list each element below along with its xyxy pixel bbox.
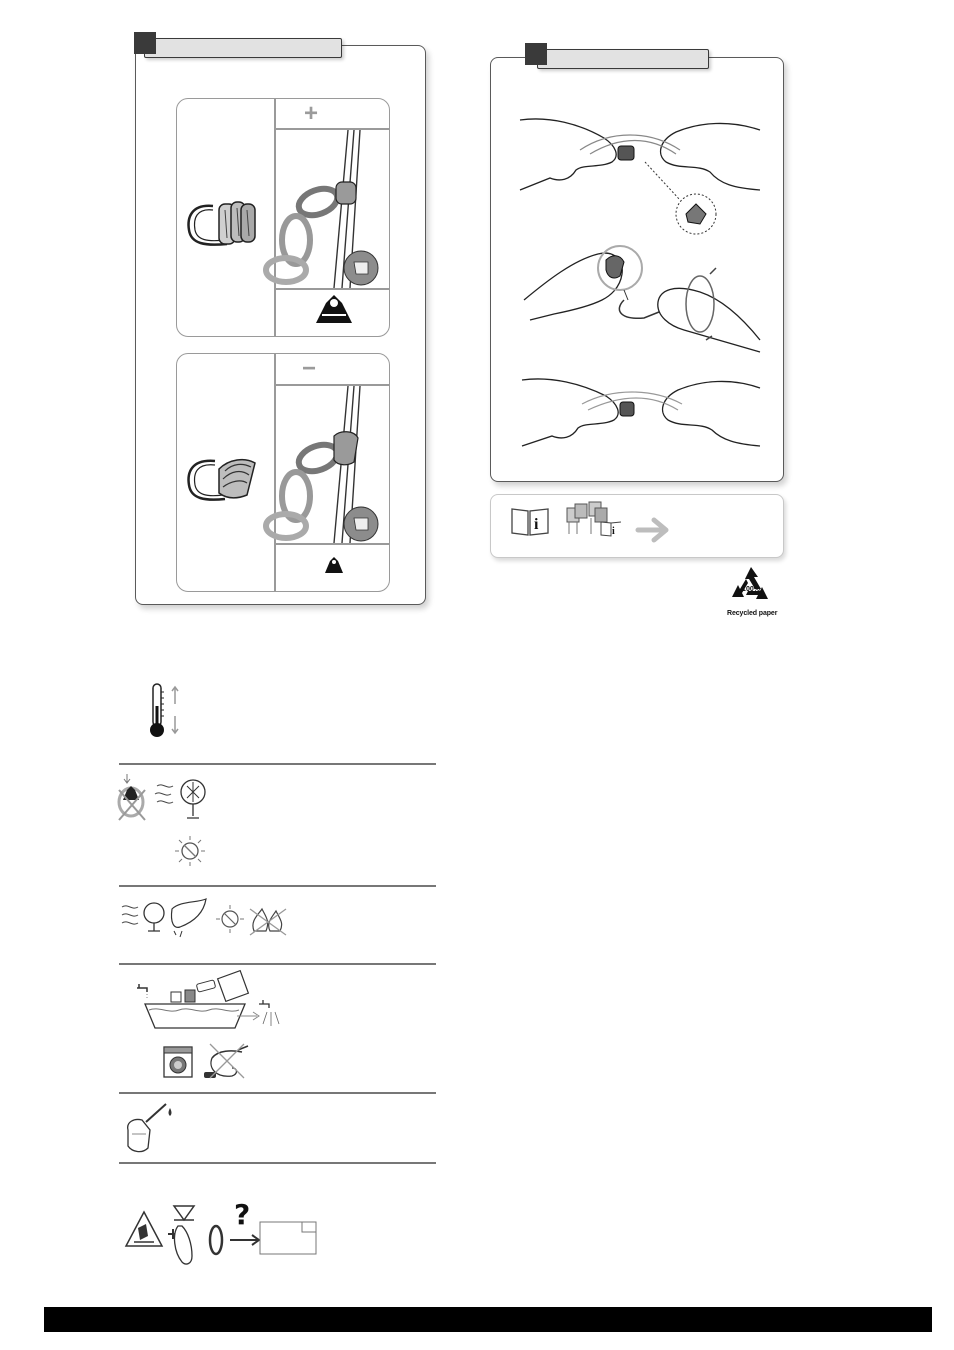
no-pressure-washer-icon (202, 1038, 252, 1088)
arrow-right-icon (636, 516, 672, 544)
care-divider-3 (119, 963, 436, 965)
care-divider-2 (119, 885, 436, 887)
slider-closed-illustration (185, 455, 265, 505)
washing-machine-icon (162, 1045, 194, 1079)
product-range-info-icon (565, 500, 623, 538)
recycle-caption: Recycled paper (727, 610, 778, 617)
decrease-symbol: − (302, 355, 317, 382)
rope-chain-illustration-upper (276, 130, 389, 288)
care-divider-1 (119, 763, 436, 765)
recycle-icon (728, 565, 774, 607)
thermometer-icon (147, 682, 183, 740)
manual-book-icon (510, 505, 550, 537)
no-sun-icon (172, 834, 208, 868)
recycle-percent: 100% (742, 586, 760, 593)
care-divider-5 (119, 1162, 436, 1164)
hands-installation-step-1 (520, 110, 760, 230)
increase-symbol: + (304, 100, 319, 127)
hands-installation-step-2 (524, 240, 760, 360)
adjustment-panel-tab-square (134, 32, 156, 54)
product-range-info-letter: i (612, 526, 615, 537)
installation-panel-title-bar (537, 49, 709, 69)
adjustment-panel-title-bar (144, 38, 342, 58)
rope-chain-illustration-lower (276, 386, 389, 543)
small-weight-icon (323, 556, 345, 576)
hands-installation-step-3 (522, 370, 760, 470)
cleaning-icons (125, 970, 285, 1035)
chemical-warning-icons (126, 1200, 326, 1270)
large-weight-icon (312, 293, 356, 329)
question-mark: ? (234, 1198, 251, 1231)
care-divider-4 (119, 1092, 436, 1094)
drying-icons (117, 772, 217, 827)
oil-can-icon (120, 1100, 180, 1155)
storage-icons (120, 895, 300, 940)
footer-bar (44, 1307, 932, 1332)
manual-info-letter: i (534, 516, 539, 533)
slider-open-illustration (185, 200, 265, 250)
installation-panel-tab-square (525, 43, 547, 65)
